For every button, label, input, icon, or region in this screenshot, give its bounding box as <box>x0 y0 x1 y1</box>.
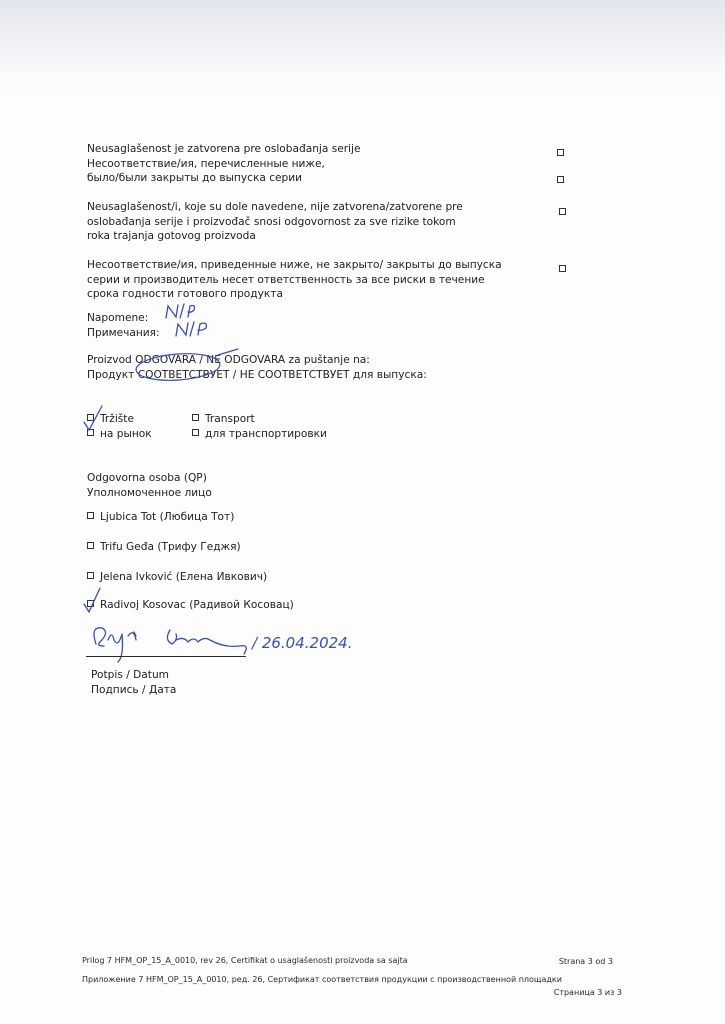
footer-page-ru: Страница 3 из 3 <box>553 988 622 997</box>
statement-not-closed-ru <box>87 258 502 302</box>
signature-label-ru: Подпись / Дата <box>91 683 177 696</box>
statement-closed-before-release <box>87 142 361 186</box>
signature-label-sr: Potpis / Datum <box>91 669 169 681</box>
qp-person[interactable] <box>87 598 294 613</box>
statement-2-line2: oslobađanja serije i proizvođač snosi odgovornost za sve rizike tokom <box>87 215 456 228</box>
statement-2-checkbox[interactable] <box>559 208 566 215</box>
qp-person-checkbox[interactable] <box>87 512 94 519</box>
statement-1-sr-checkbox[interactable] <box>557 149 564 156</box>
remarks-section <box>87 311 160 340</box>
footer-page-sr: Strana 3 od 3 <box>558 957 613 966</box>
handwritten-np-annotation <box>160 300 240 342</box>
transport-ru-checkbox[interactable] <box>192 429 199 436</box>
remarks-label-ru: Примечания: <box>87 326 160 339</box>
transport-checkbox[interactable] <box>192 414 199 421</box>
qp-person-name: Ljubica Tot (Любица Тот) <box>100 511 235 523</box>
signature-labels <box>91 668 176 697</box>
release-line-sr: Proizvod ODGOVARA / NE ODGOVARA za puštanje na: <box>87 354 370 366</box>
statement-3-line2: серии и производитель несет ответственность за все риски в течение <box>87 273 485 286</box>
signature-line <box>86 656 246 657</box>
statement-1-sr: Neusaglašenost je zatvorena pre oslobađanja serije <box>87 143 361 155</box>
handwritten-check-qp <box>80 584 116 616</box>
qp-person-name: Radivoj Kosovac (Радивой Косовац) <box>100 599 294 611</box>
qp-title-sr: Odgovorna osoba (QP) <box>87 472 207 484</box>
statement-2-line1: Neusaglašenost/i, koje su dole navedene, nije zatvorena/zatvorene pre <box>87 201 463 213</box>
qp-person-name: Trifu Geđa (Трифу Геджя) <box>100 541 241 553</box>
transport-label-ru: для транспортировки <box>205 427 327 440</box>
qp-title-ru: Уполномоченное лицо <box>87 486 212 499</box>
statement-1-ru-line1: Несоответствие/ия, перечисленные ниже, <box>87 157 325 170</box>
statement-not-closed-sr <box>87 200 463 244</box>
handwritten-check-market <box>80 400 120 434</box>
qp-person-checkbox[interactable] <box>87 572 94 579</box>
market-label-ru: на рынок <box>100 427 152 440</box>
transport-label-sr: Transport <box>205 413 255 425</box>
footer-sr: Prilog 7 HFM_OP_15_A_0010, rev 26, Certifikat o usaglašenosti proizvoda sa sajta <box>82 956 408 965</box>
statement-3-line3: срока годности готового продукта <box>87 288 283 301</box>
qp-person[interactable] <box>87 570 267 585</box>
qp-person[interactable] <box>87 510 234 525</box>
qp-person[interactable] <box>87 540 241 555</box>
release-line-ru: Продукт СООТВЕТСТВУЕТ / НЕ СООТВЕТСТВУЕТ для выпуска: <box>87 368 427 381</box>
release-option-transport[interactable] <box>192 412 327 441</box>
scan-shadow <box>0 0 725 110</box>
handwritten-date: / 26.04.2024. <box>252 634 353 652</box>
handwritten-signature <box>84 616 384 668</box>
statement-3-line1: Несоответствие/ия, приведенные ниже, не закрыто/ закрыты до выпуска <box>87 259 502 271</box>
statement-1-ru-line2: было/были закрыты до выпуска серии <box>87 172 303 185</box>
statement-1-ru-checkbox[interactable] <box>557 176 564 183</box>
qp-title <box>87 471 212 500</box>
footer-ru: Приложение 7 HFM_OP_15_A_0010, ред. 26, Сертификат соответствия продукции с производственной площадки <box>82 975 562 984</box>
remarks-label-sr: Napomene: <box>87 312 149 324</box>
qp-person-checkbox[interactable] <box>87 542 94 549</box>
handwritten-circle-mark <box>130 345 250 390</box>
qp-person-name: Jelena Ivković (Елена Ивкович) <box>100 571 268 583</box>
statement-2-line3: roka trajanja gotovog proizvoda <box>87 230 256 243</box>
market-label-sr: Tržište <box>100 413 134 425</box>
statement-3-checkbox[interactable] <box>559 265 566 272</box>
